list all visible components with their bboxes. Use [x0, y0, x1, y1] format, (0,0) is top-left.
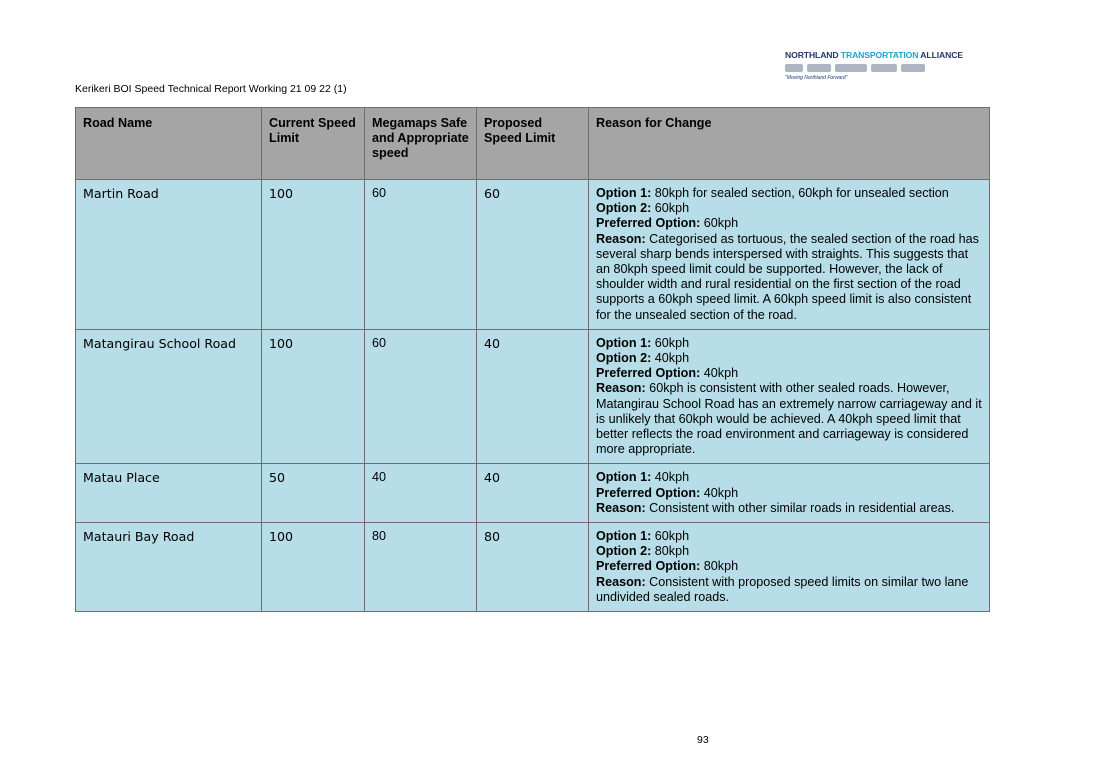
partner-logo-icon — [901, 64, 925, 72]
reason-line — [596, 336, 982, 351]
reason-line-label: Reason: — [596, 381, 646, 396]
table-row — [76, 180, 990, 330]
reason-line-label: Option 1: — [596, 186, 652, 200]
column-header-road-name: Road Name — [76, 108, 262, 180]
reason-line — [596, 529, 982, 544]
reason-line-label: Preferred Option: — [596, 485, 701, 500]
northland-transportation-alliance-logo — [785, 50, 963, 82]
table-header-row — [76, 108, 990, 180]
reason-line-text: 40kph — [700, 366, 739, 381]
document-title: Kerikeri BOI Speed Technical Report Working 21 09 22 (1) — [75, 83, 347, 95]
reason-cell — [589, 180, 990, 330]
reason-line-label: Option 2: — [596, 201, 652, 216]
proposed-speed-cell: 60 — [477, 180, 589, 330]
reason-line — [596, 381, 982, 457]
column-header-current-speed: Current Speed Limit — [262, 108, 365, 180]
current-speed-cell: 100 — [262, 329, 365, 464]
reason-line — [596, 470, 982, 485]
logo-title — [785, 50, 963, 60]
reason-line — [596, 486, 982, 501]
reason-line-text: 60kph — [651, 201, 690, 216]
partner-logo-icon — [835, 64, 867, 72]
partner-logo-icon — [871, 64, 897, 72]
reason-cell — [589, 464, 990, 523]
reason-line-text: 80kph for sealed section, 60kph for unsealed section — [651, 186, 949, 200]
reason-line — [596, 216, 982, 231]
partner-logo-icon — [807, 64, 831, 72]
column-header-reason: Reason for Change — [589, 108, 990, 180]
reason-cell — [589, 329, 990, 464]
logo-tagline: "Moving Northland Forward" — [785, 75, 848, 81]
column-header-proposed-speed: Proposed Speed Limit — [477, 108, 589, 180]
megamaps-speed-cell: 60 — [365, 329, 477, 464]
reason-line — [596, 232, 982, 323]
reason-line-label: Preferred Option: — [596, 366, 701, 381]
reason-line — [596, 501, 982, 516]
reason-line-text: Consistent with proposed speed limits on similar two lane undivided sealed roads. — [596, 574, 969, 604]
reason-line — [596, 201, 982, 216]
logo-title-part2: TRANSPORTATION — [840, 50, 919, 60]
logo-title-part3: ALLIANCE — [918, 50, 963, 60]
reason-line-text: Consistent with other similar roads in residential areas. — [645, 500, 955, 515]
reason-line-label: Option 2: — [596, 544, 652, 559]
partner-logos — [785, 63, 955, 73]
table-row — [76, 523, 990, 612]
reason-line — [596, 559, 982, 574]
reason-line-text: 40kph — [651, 470, 690, 485]
reason-line — [596, 186, 982, 201]
reason-line-text: 80kph — [651, 544, 690, 559]
road-name-cell: Martin Road — [76, 180, 262, 330]
table-row — [76, 464, 990, 523]
reason-line-text: 80kph — [700, 559, 739, 574]
reason-line-text: 40kph — [700, 485, 739, 500]
reason-line-label: Option 1: — [596, 335, 652, 350]
current-speed-cell: 50 — [262, 464, 365, 523]
reason-line-text: 60kph — [651, 529, 690, 544]
road-name-cell: Matau Place — [76, 464, 262, 523]
reason-line-label: Option 1: — [596, 470, 652, 485]
reason-line-label: Reason: — [596, 574, 646, 589]
reason-line-text: Categorised as tortuous, the sealed section of the road has several sharp bends interspersed with straights. This suggests that an 80kph speed limit could be supported. However, the lack of shoulder width and rural residential on the first section of the road supports a 60kph speed limit. A 60kph speed limit is also consistent for the unsealed section of the road. — [596, 231, 979, 322]
reason-line-label: Reason: — [596, 500, 646, 515]
reason-line-text: 60kph — [700, 216, 739, 231]
column-header-megamaps-speed: Megamaps Safe and Appropriate speed — [365, 108, 477, 180]
current-speed-cell: 100 — [262, 180, 365, 330]
reason-line-label: Preferred Option: — [596, 559, 701, 574]
reason-cell — [589, 523, 990, 612]
road-name-cell: Matangirau School Road — [76, 329, 262, 464]
proposed-speed-cell: 40 — [477, 464, 589, 523]
proposed-speed-cell: 80 — [477, 523, 589, 612]
road-name-cell: Matauri Bay Road — [76, 523, 262, 612]
partner-logo-icon — [785, 64, 803, 72]
reason-line-text: 60kph is consistent with other sealed roads. However, Matangirau School Road has an extremely narrow carriageway and it is unlikely that 60kph would be achieved. A 40kph speed limit that better reflects the road environment and carriageway is considered more appropriate. — [596, 381, 982, 457]
speed-limit-table — [75, 107, 990, 612]
reason-line-label: Preferred Option: — [596, 216, 701, 231]
reason-line-label: Option 2: — [596, 351, 652, 366]
megamaps-speed-cell: 60 — [365, 180, 477, 330]
reason-line — [596, 575, 982, 605]
proposed-speed-cell: 40 — [477, 329, 589, 464]
reason-line — [596, 366, 982, 381]
logo-title-part1: NORTHLAND — [785, 50, 841, 60]
reason-line — [596, 351, 982, 366]
reason-line-label: Option 1: — [596, 529, 652, 544]
reason-line — [596, 544, 982, 559]
reason-line-text: 40kph — [651, 351, 690, 366]
megamaps-speed-cell: 80 — [365, 523, 477, 612]
table-row — [76, 329, 990, 464]
current-speed-cell: 100 — [262, 523, 365, 612]
reason-line-label: Reason: — [596, 231, 646, 246]
megamaps-speed-cell: 40 — [365, 464, 477, 523]
reason-line-text: 60kph — [651, 335, 690, 350]
page-number: 93 — [697, 734, 709, 746]
